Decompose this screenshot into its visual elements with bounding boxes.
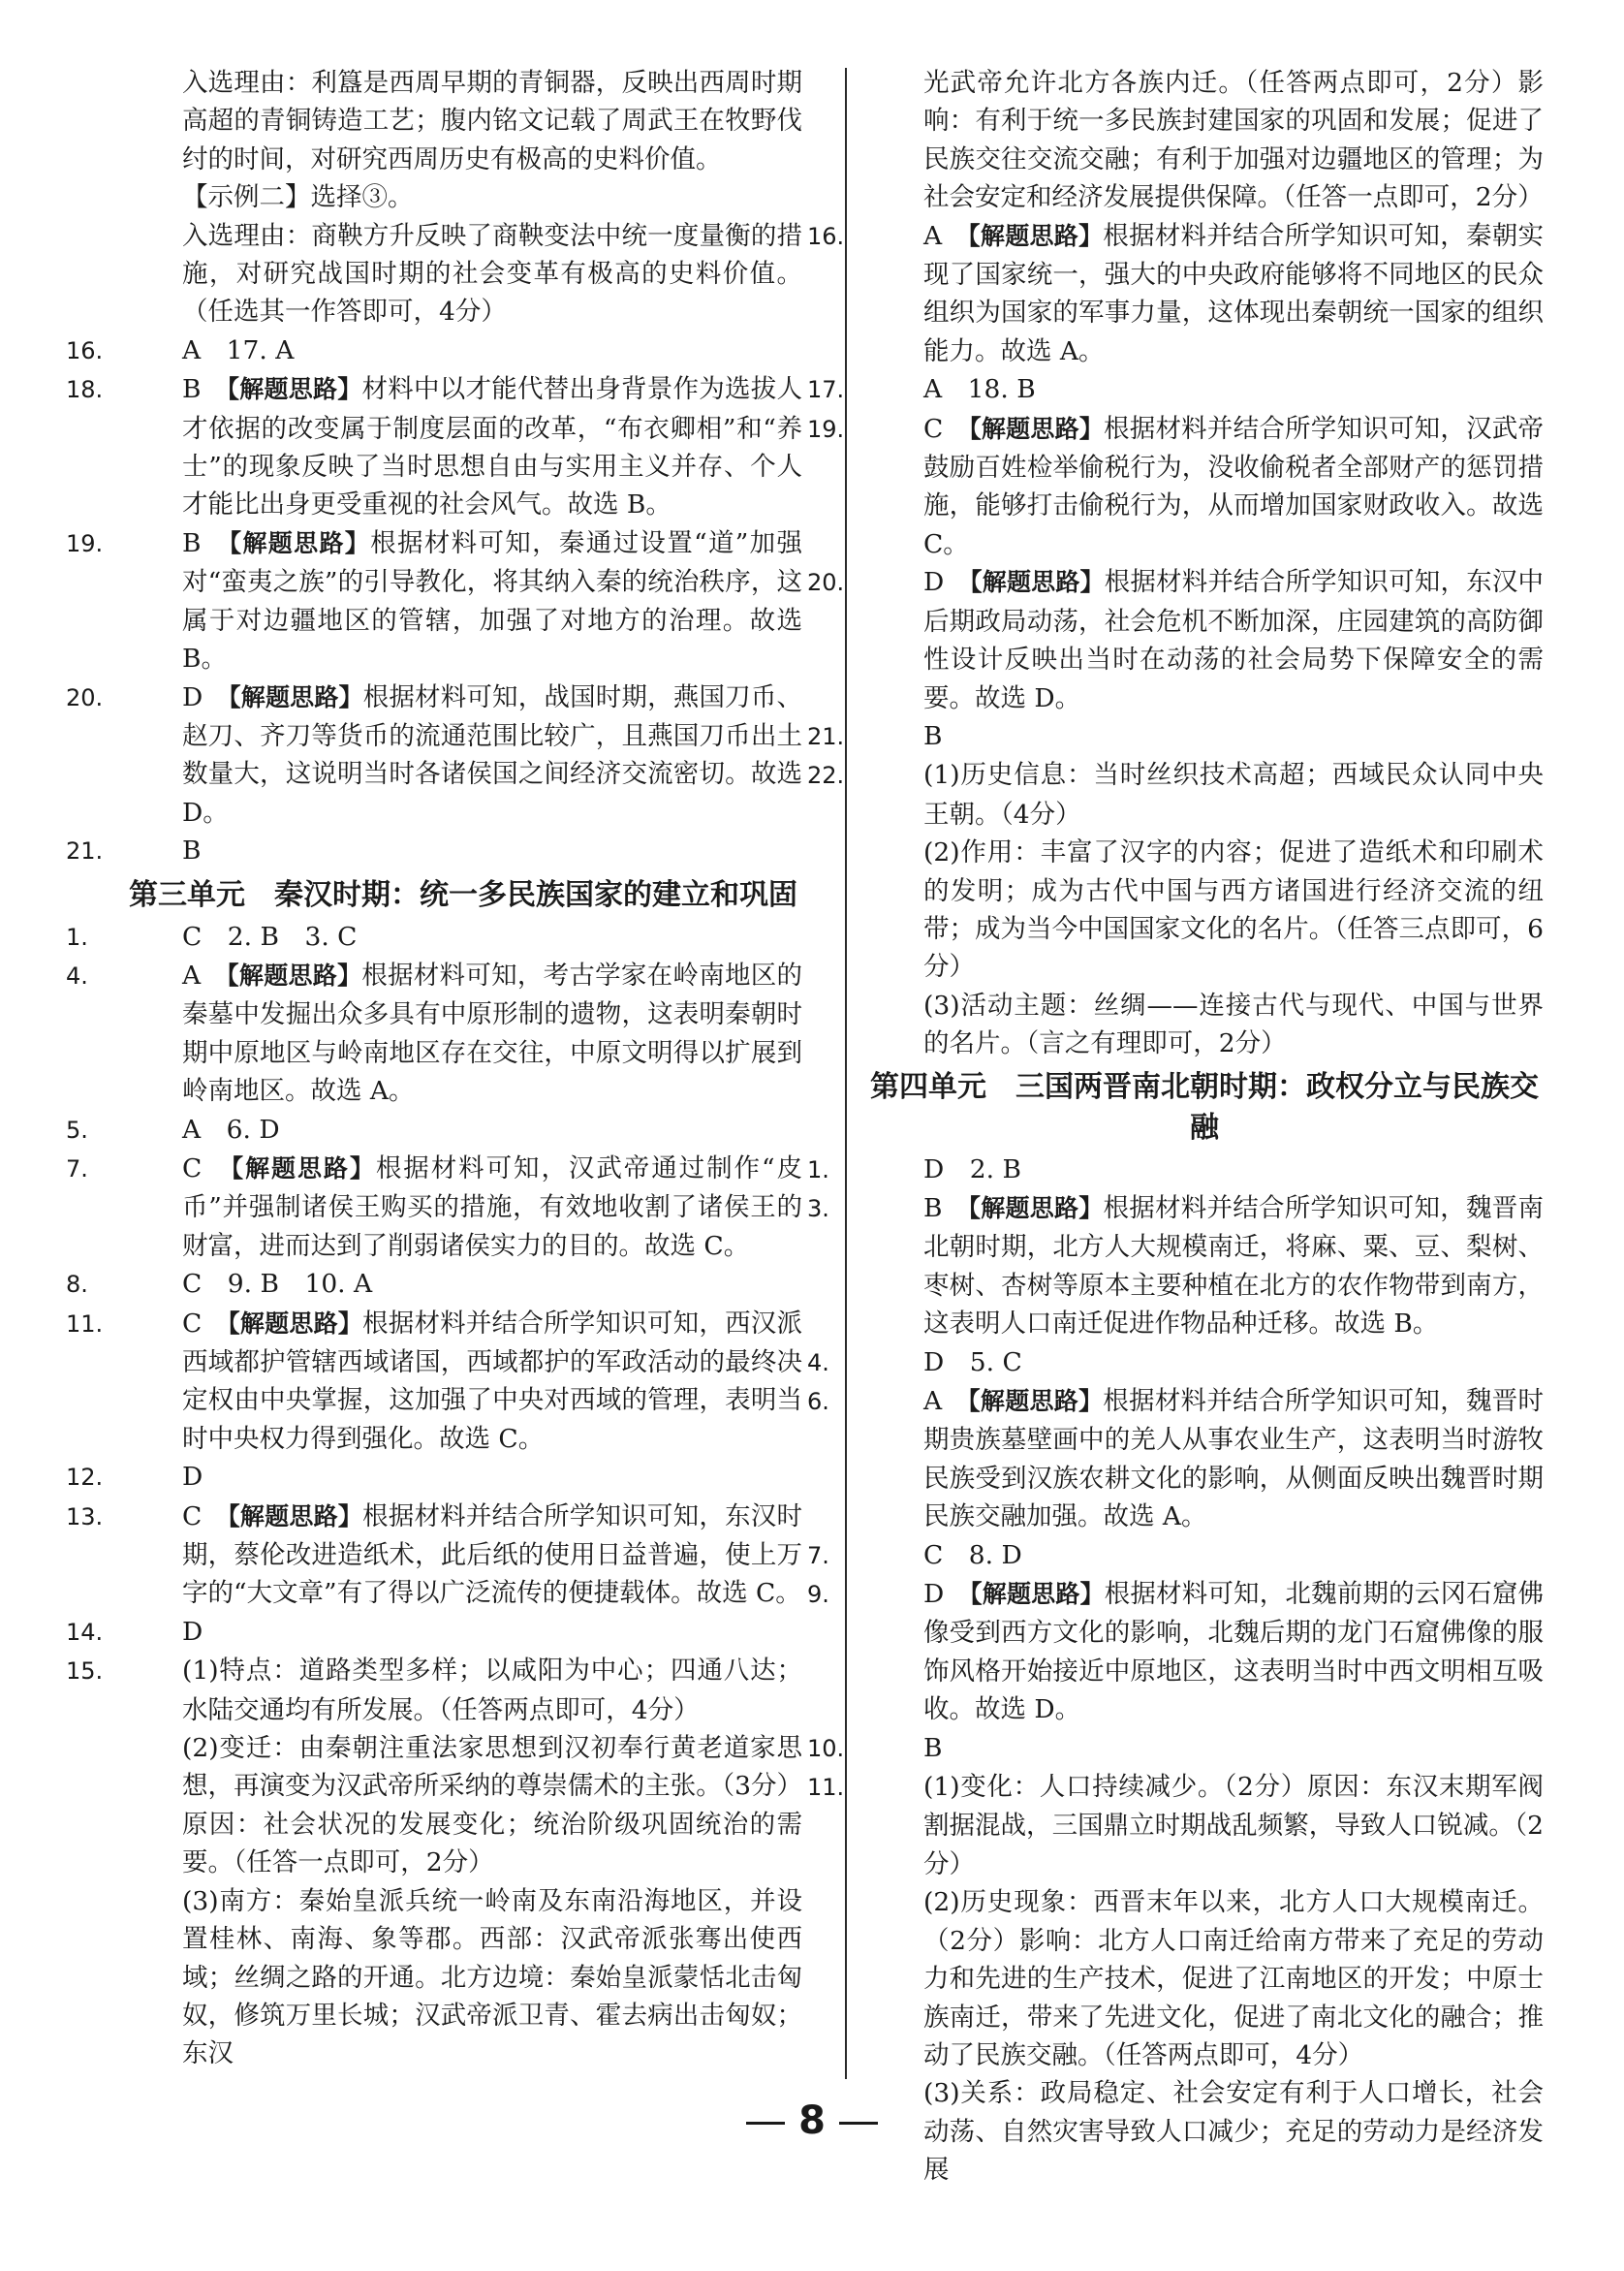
answer-item [807,563,1544,717]
solution-tag: 【解题思路】 [968,221,1104,250]
answer-item [807,410,1544,564]
answer-item [66,331,802,370]
question-number: 21. [807,722,845,750]
solution-tag: 【解题思路】 [970,1580,1105,1609]
footer-dash-right [839,2122,878,2125]
answer-item [66,918,802,957]
page-footer [0,2098,1624,2143]
answer-item [66,1652,802,1729]
answer-text: D 5. C [923,1346,1022,1377]
answer-item [807,756,1544,834]
continued-text: 入选理由：利簋是西周早期的青铜器，反映出西周时期高超的青铜铸造工艺；腹内铭文记载了周武王在牧野伐纣的时间，对研究西周历史有极高的史料价值。 [182,68,802,174]
question-number: 21. [66,837,104,866]
answer-item [807,1575,1544,1729]
answer-item [807,1536,1544,1575]
continued-text: 入选理由：商鞅方升反映了商鞅变法中统一度量衡的措施，对研究战国时期的社会变革有极高的史料价值。（任选其一作答即可，4分） [182,220,802,328]
answer-text: B 【解题思路】根据材料可知，秦通过设置“道”加强对“蛮夷之族”的引导教化，将其纳入秦的统治秩序，这属于对边疆地区的管辖，加强了对地方的治理。故选 B。 [182,527,802,675]
question-number: 7. [807,1541,829,1569]
question-number: 3. [807,1194,829,1222]
continued-text: 光武帝允许北方各族内迁。（任答两点即可，2分）影响：有利于统一多民族封建国家的巩固和发展；促进了民族交往交流交融；有利于加强对边疆地区的管理；为社会安定和经济发展提供保障。（任答一点即可，2分） [923,68,1544,213]
question-number: 20. [807,569,845,597]
question-number: 14. [66,1618,104,1646]
answer-subpart: (3)南方：秦始皇派兵统一岭南及东南沿海地区，并设置桂林、南海、象等郡。西部：汉武帝派张骞出使西域；丝绸之路的开通。北方边境：秦始皇派蒙恬北击匈奴，修筑万里长城；汉武帝派卫青、霍去病出击匈奴；东汉 [182,1885,802,2069]
solution-tag: 【解题思路】 [229,682,363,711]
page-number: 8 [798,2098,826,2143]
solution-tag: 【解题思路】 [970,568,1105,597]
question-number: 17. [807,376,845,404]
answer-item [807,1189,1544,1343]
answer-item [807,717,1544,756]
question-number: 4. [66,962,88,990]
answer-subpart: (3)活动主题：丝绸——连接古代与现代、中国与世界的名片。（言之有理即可，2分） [923,990,1544,1059]
answer-item [807,217,1544,371]
answer-item [66,524,802,678]
question-number: 18. [66,376,104,404]
column-divider [845,68,847,2079]
answer-item [807,1343,1544,1382]
question-number: 1. [66,923,88,951]
question-number: 16. [807,222,845,250]
question-number: 5. [66,1116,88,1144]
continued-text: 【示例二】选择③。 [182,182,414,213]
answer-item [807,370,1544,409]
answer-text: A 17. A [182,334,295,365]
answer-text: B 【解题思路】根据材料并结合所学知识可知，魏晋南北朝时期，北方人大规模南迁，将麻、粟、豆、梨树、枣树、杏树等原本主要种植在北方的农作物带到南方，这表明人口南迁促进作物品种迁移。故选 B。 [923,1192,1544,1340]
answer-item [66,1305,802,1459]
solution-tag: 【解题思路】 [968,1193,1104,1222]
question-number: 15. [66,1657,104,1686]
question-number: 22. [807,762,845,790]
solution-tag: 【解题思路】 [229,528,371,557]
answer-text: D 【解题思路】根据材料并结合所学知识可知，东汉中后期政局动荡，社会危机不断加深，庄园建筑的高防御性设计反映出当时在动荡的社会局势下保障安全的需要。故选 D。 [923,567,1544,713]
question-number: 20. [66,683,104,711]
answer-text: B [923,720,943,751]
answer-item [66,1458,802,1497]
question-number: 7. [66,1154,88,1183]
answer-text: C 【解题思路】根据材料并结合所学知识可知，西汉派西域都护管辖西域诸国，西域都护的军政活动的最终决定权由中央掌握，这加强了中央对西域的管理，表明当时中央权力得到强化。故选 C。 [182,1308,802,1454]
question-number: 1. [807,1155,829,1183]
solution-tag: 【解题思路】 [227,961,362,990]
footer-dash-left [746,2122,785,2125]
answer-subpart: (2)变迁：由秦朝注重法家思想到汉初奉行黄老道家思想，再演变为汉武帝所采纳的尊崇儒术的主张。（3分）原因：社会状况的发展变化；统治阶级巩固统治的需要。（任答一点即可，2分） [182,1733,802,1878]
solution-tag: 【解题思路】 [231,1153,376,1183]
answer-item [66,957,802,1111]
answer-subpart: (3)关系：政局稳定、社会安定有利于人口增长，社会动荡、自然灾害导致人口减少；充足的劳动力是经济发展 [923,2078,1544,2186]
answer-text: D 【解题思路】根据材料可知，战国时期，燕国刀币、赵刀、齐刀等货币的流通范围比较广，且燕国刀币出土数量大，这说明当时各诸侯国之间经济交流密切。故选 D。 [182,681,802,828]
answer-text: D 【解题思路】根据材料可知，北魏前期的云冈石窟佛像受到西方文化的影响，北魏后期的龙门石窟佛像的服饰风格开始接近中原地区，这表明当时中西文明相互吸收。故选 D。 [923,1579,1544,1725]
question-number: 19. [66,529,104,557]
solution-tag: 【解题思路】 [227,375,362,404]
answer-text: A 18. B [923,374,1036,405]
answer-text: (1)特点：道路类型多样；以咸阳为中心；四通八达；水陆交通均有所发展。（任答两点即可，4分） [182,1656,802,1725]
question-number: 10. [807,1734,845,1762]
answer-item [66,1265,802,1304]
answer-text: B 【解题思路】材料中以才能代替出身背景作为选拔人才依据的改变属于制度层面的改革，“布衣卿相”和“养士”的现象反映了当时思想自由与实用主义并存、个人才能比出身更受重视的社会风气。故选 B。 [182,374,802,520]
answer-text: C 【解题思路】根据材料并结合所学知识可知，东汉时期，蔡伦改进造纸术，此后纸的使用日益普遍，使上万字的“大文章”有了得以广泛流传的便捷载体。故选 C。 [182,1500,802,1609]
answer-text: D [182,1462,203,1493]
solution-tag: 【解题思路】 [969,414,1105,443]
answer-text: B [923,1732,943,1763]
answer-item [66,1498,802,1613]
right-column [807,64,1544,2190]
answer-subpart: (2)作用：丰富了汉字的内容；促进了造纸术和印刷术的发明；成为古代中国与西方诸国进行经济交流的纽带；成为当今中国国家文化的名片。（任答三点即可，6分） [923,837,1544,983]
unit-heading: 第四单元 三国两晋南北朝时期：政权分立与民族交融 [870,1069,1539,1145]
answer-item [807,1382,1544,1536]
answer-item [66,370,802,524]
answer-item [66,1613,802,1652]
question-number: 6. [807,1388,829,1415]
question-number: 13. [66,1502,104,1530]
answer-text: C 【解题思路】根据材料并结合所学知识可知，汉武帝鼓励百姓检举偷税行为，没收偷税者全部财产的惩罚措施，能够打击偷税行为，从而增加国家财政收入。故选 C。 [923,413,1544,559]
answer-item [66,1111,802,1150]
answer-text: (1)变化：人口持续减少。（2分）原因：东汉末期军阀割据混战，三国鼎立时期战乱频繁，导致人口锐减。（2分） [923,1772,1544,1879]
answer-item [66,1150,802,1265]
question-number: 19. [807,415,845,443]
answer-text: A 【解题思路】根据材料可知，考古学家在岭南地区的秦墓中发掘出众多具有中原形制的遗物，这表明秦朝时期中原地区与岭南地区存在交往，中原文明得以扩展到岭南地区。故选 A。 [182,960,802,1107]
question-number: 16. [66,336,104,364]
question-number: 9. [807,1581,829,1609]
answer-item [807,1729,1544,1768]
answer-item [66,678,802,833]
answer-text: A 【解题思路】根据材料并结合所学知识可知，魏晋时期贵族墓壁画中的羌人从事农业生产，这表明当时游牧民族受到汉族农耕文化的影响，从侧面反映出魏晋时期民族交融加强。故选 A。 [923,1386,1544,1532]
answer-item [66,832,802,870]
question-number: 8. [66,1271,88,1299]
left-column [66,64,802,2073]
question-number: 12. [66,1464,104,1492]
answer-text: D [182,1616,203,1647]
answer-text: (1)历史信息：当时丝织技术高超；西域民众认同中央王朝。（4分） [923,760,1544,830]
answer-text: A 6. D [182,1114,280,1145]
answer-item [807,1768,1544,1883]
answer-text: D 2. B [923,1153,1021,1184]
question-number: 4. [807,1348,829,1376]
unit-heading: 第三单元 秦汉时期：统一多民族国家的建立和巩固 [129,877,797,912]
solution-tag: 【解题思路】 [968,1387,1104,1415]
answer-text: A 【解题思路】根据材料并结合所学知识可知，秦朝实现了国家统一，强大的中央政府能够将不同地区的民众组织为国家的军事力量，这体现出秦朝统一国家的组织能力。故选 A。 [923,220,1544,366]
answer-text: C 【解题思路】根据材料可知，汉武帝通过制作“皮币”并强制诸侯王购买的措施，有效地收割了诸侯王的财富，进而达到了削弱诸侯实力的目的。故选 C。 [182,1152,802,1261]
answer-text: B [182,836,202,867]
answer-item [807,1151,1544,1189]
question-number: 11. [66,1309,104,1338]
solution-tag: 【解题思路】 [228,1309,363,1338]
answer-text: C 9. B 10. A [182,1269,373,1300]
answer-text: C 8. D [923,1539,1022,1570]
solution-tag: 【解题思路】 [228,1501,363,1530]
answer-text: C 2. B 3. C [182,921,358,952]
question-number: 11. [807,1774,845,1802]
answer-subpart: (2)历史现象：西晋末年以来，北方人口大规模南迁。（2分）影响：北方人口南迁给南方带来了充足的劳动力和先进的生产技术，促进了江南地区的开发；中原士族南迁，带来了先进文化，促进了南北文化的融合；推动了民族交融。（任答两点即可，4分） [923,1887,1544,2070]
